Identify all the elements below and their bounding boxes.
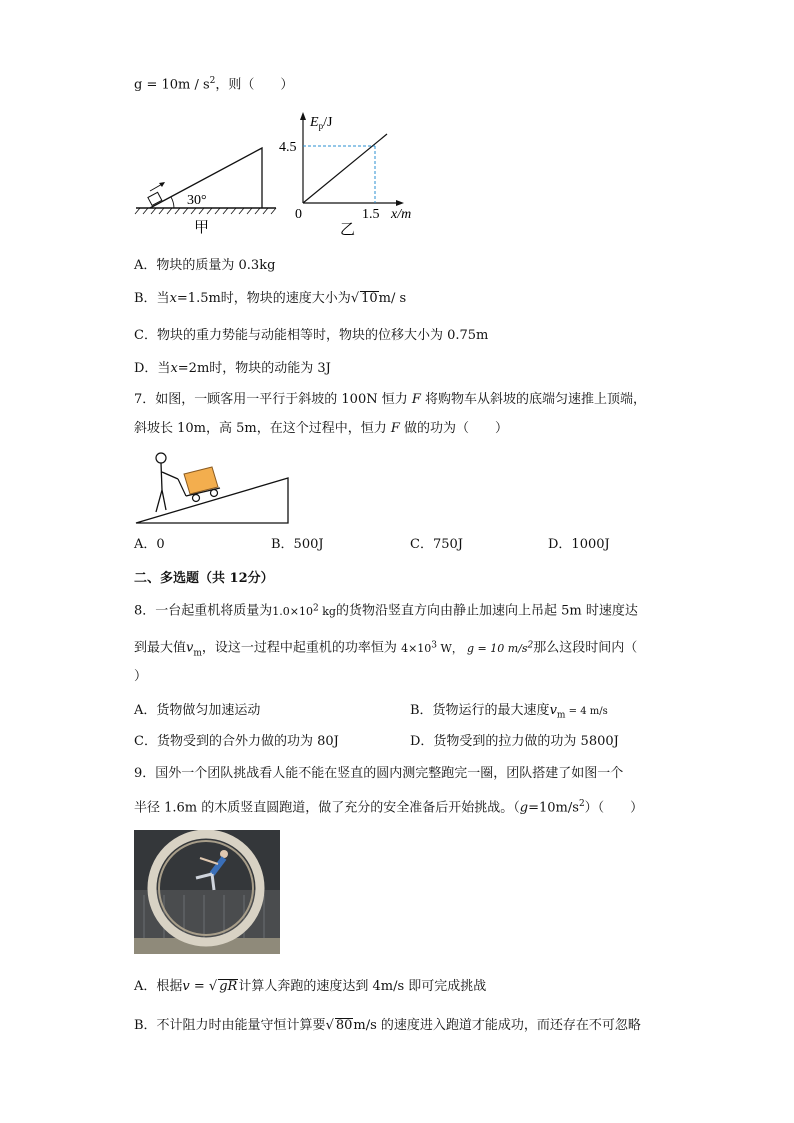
q7-stem-line1: 7．如图，一顾客用一平行于斜坡的 100N 恒力 F 将购物车从斜坡的底端匀速推上顶端， xyxy=(134,392,647,407)
x-axis-label: x/m xyxy=(391,207,412,222)
q8-option-d: D．货物受到的拉力做的功为 5800J xyxy=(410,734,619,749)
figure-q7-cart-incline xyxy=(134,446,294,526)
q9-photo-vertical-loop xyxy=(134,830,280,954)
y-tick-label: 4.5 xyxy=(279,140,297,155)
q7-option-d: D．1000J xyxy=(548,537,610,552)
q7-option-c: C．750J xyxy=(410,537,463,552)
x-tick-label: 1.5 xyxy=(362,207,380,222)
section-multiple-choice-heading: 二、多选题（共 12分） xyxy=(134,571,274,586)
q6-option-b: B．当x=1.5m时，物块的速度大小为√ 10m/ s xyxy=(134,291,407,306)
q6-option-a: A．物块的质量为 0.3kg xyxy=(134,258,276,273)
origin-label: 0 xyxy=(295,207,302,222)
angle-label: 30° xyxy=(187,193,207,208)
q9-stem-line1: 9．国外一个团队挑战看人能不能在竖直的圆内测完整跑完一圈，团队搭建了如图一个 xyxy=(134,766,624,781)
q9-stem-line2: 半径 1.6m 的木质竖直圆跑道，做了充分的安全准备后开始挑战。$(g=10m/s^2)$（ ） xyxy=(134,799,644,816)
q8-option-b: B．货物运行的最大速度$v_m = 4$ m/s xyxy=(410,703,608,721)
figure-jia-incline xyxy=(134,130,284,240)
q6-option-c: C．物块的重力势能与动能相等时，物块的位移大小为 0.75m xyxy=(134,328,489,343)
q8-option-a: A．货物做匀加速运动 xyxy=(134,703,261,718)
q9-option-a: A．根据v = √ gR计算人奔跑的速度达到 4m/s 即可完成挑战 xyxy=(134,979,487,994)
q7-option-a: A．0 xyxy=(134,537,165,552)
figure-jia-caption: 甲 xyxy=(194,220,210,236)
figure-yi-caption: 乙 xyxy=(340,222,356,238)
q6-stem-tail: $g = 10m / s^2$，则（ ） xyxy=(134,76,294,93)
y-axis-label: E xyxy=(310,115,319,130)
q8-stem-line3: ） xyxy=(134,669,148,684)
figure-yi-graph xyxy=(278,106,428,240)
q8-option-c: C．货物受到的合外力做的功为 80J xyxy=(134,734,339,749)
q6-option-d: D．当x=2m时，物块的动能为 3J xyxy=(134,361,331,376)
svg-text:Ep/J: $E_p/J$ xyxy=(310,115,333,131)
q8-stem-line2: 到最大值$v_m$，设这一过程中起重机的功率恒为 $4\times 10^3$ W， g = 10 $m/s^2$那么这段时间内（ xyxy=(134,640,638,659)
q9-option-b: B．不计阻力时由能量守恒计算要√ 80m/s 的速度进入跑道才能成功，而还存在不可忽略 xyxy=(134,1018,641,1033)
q7-option-b: B．500J xyxy=(271,537,324,552)
q8-stem-line1: 8．一台起重机将质量为$1.0\times 10^2$ kg的货物沿竖直方向由静止加速向上吊起 5m 时速度达 xyxy=(134,603,638,619)
q7-stem-line2: 斜坡长 10m，高 5m，在这个过程中，恒力 F 做的功为（ ） xyxy=(134,421,509,436)
